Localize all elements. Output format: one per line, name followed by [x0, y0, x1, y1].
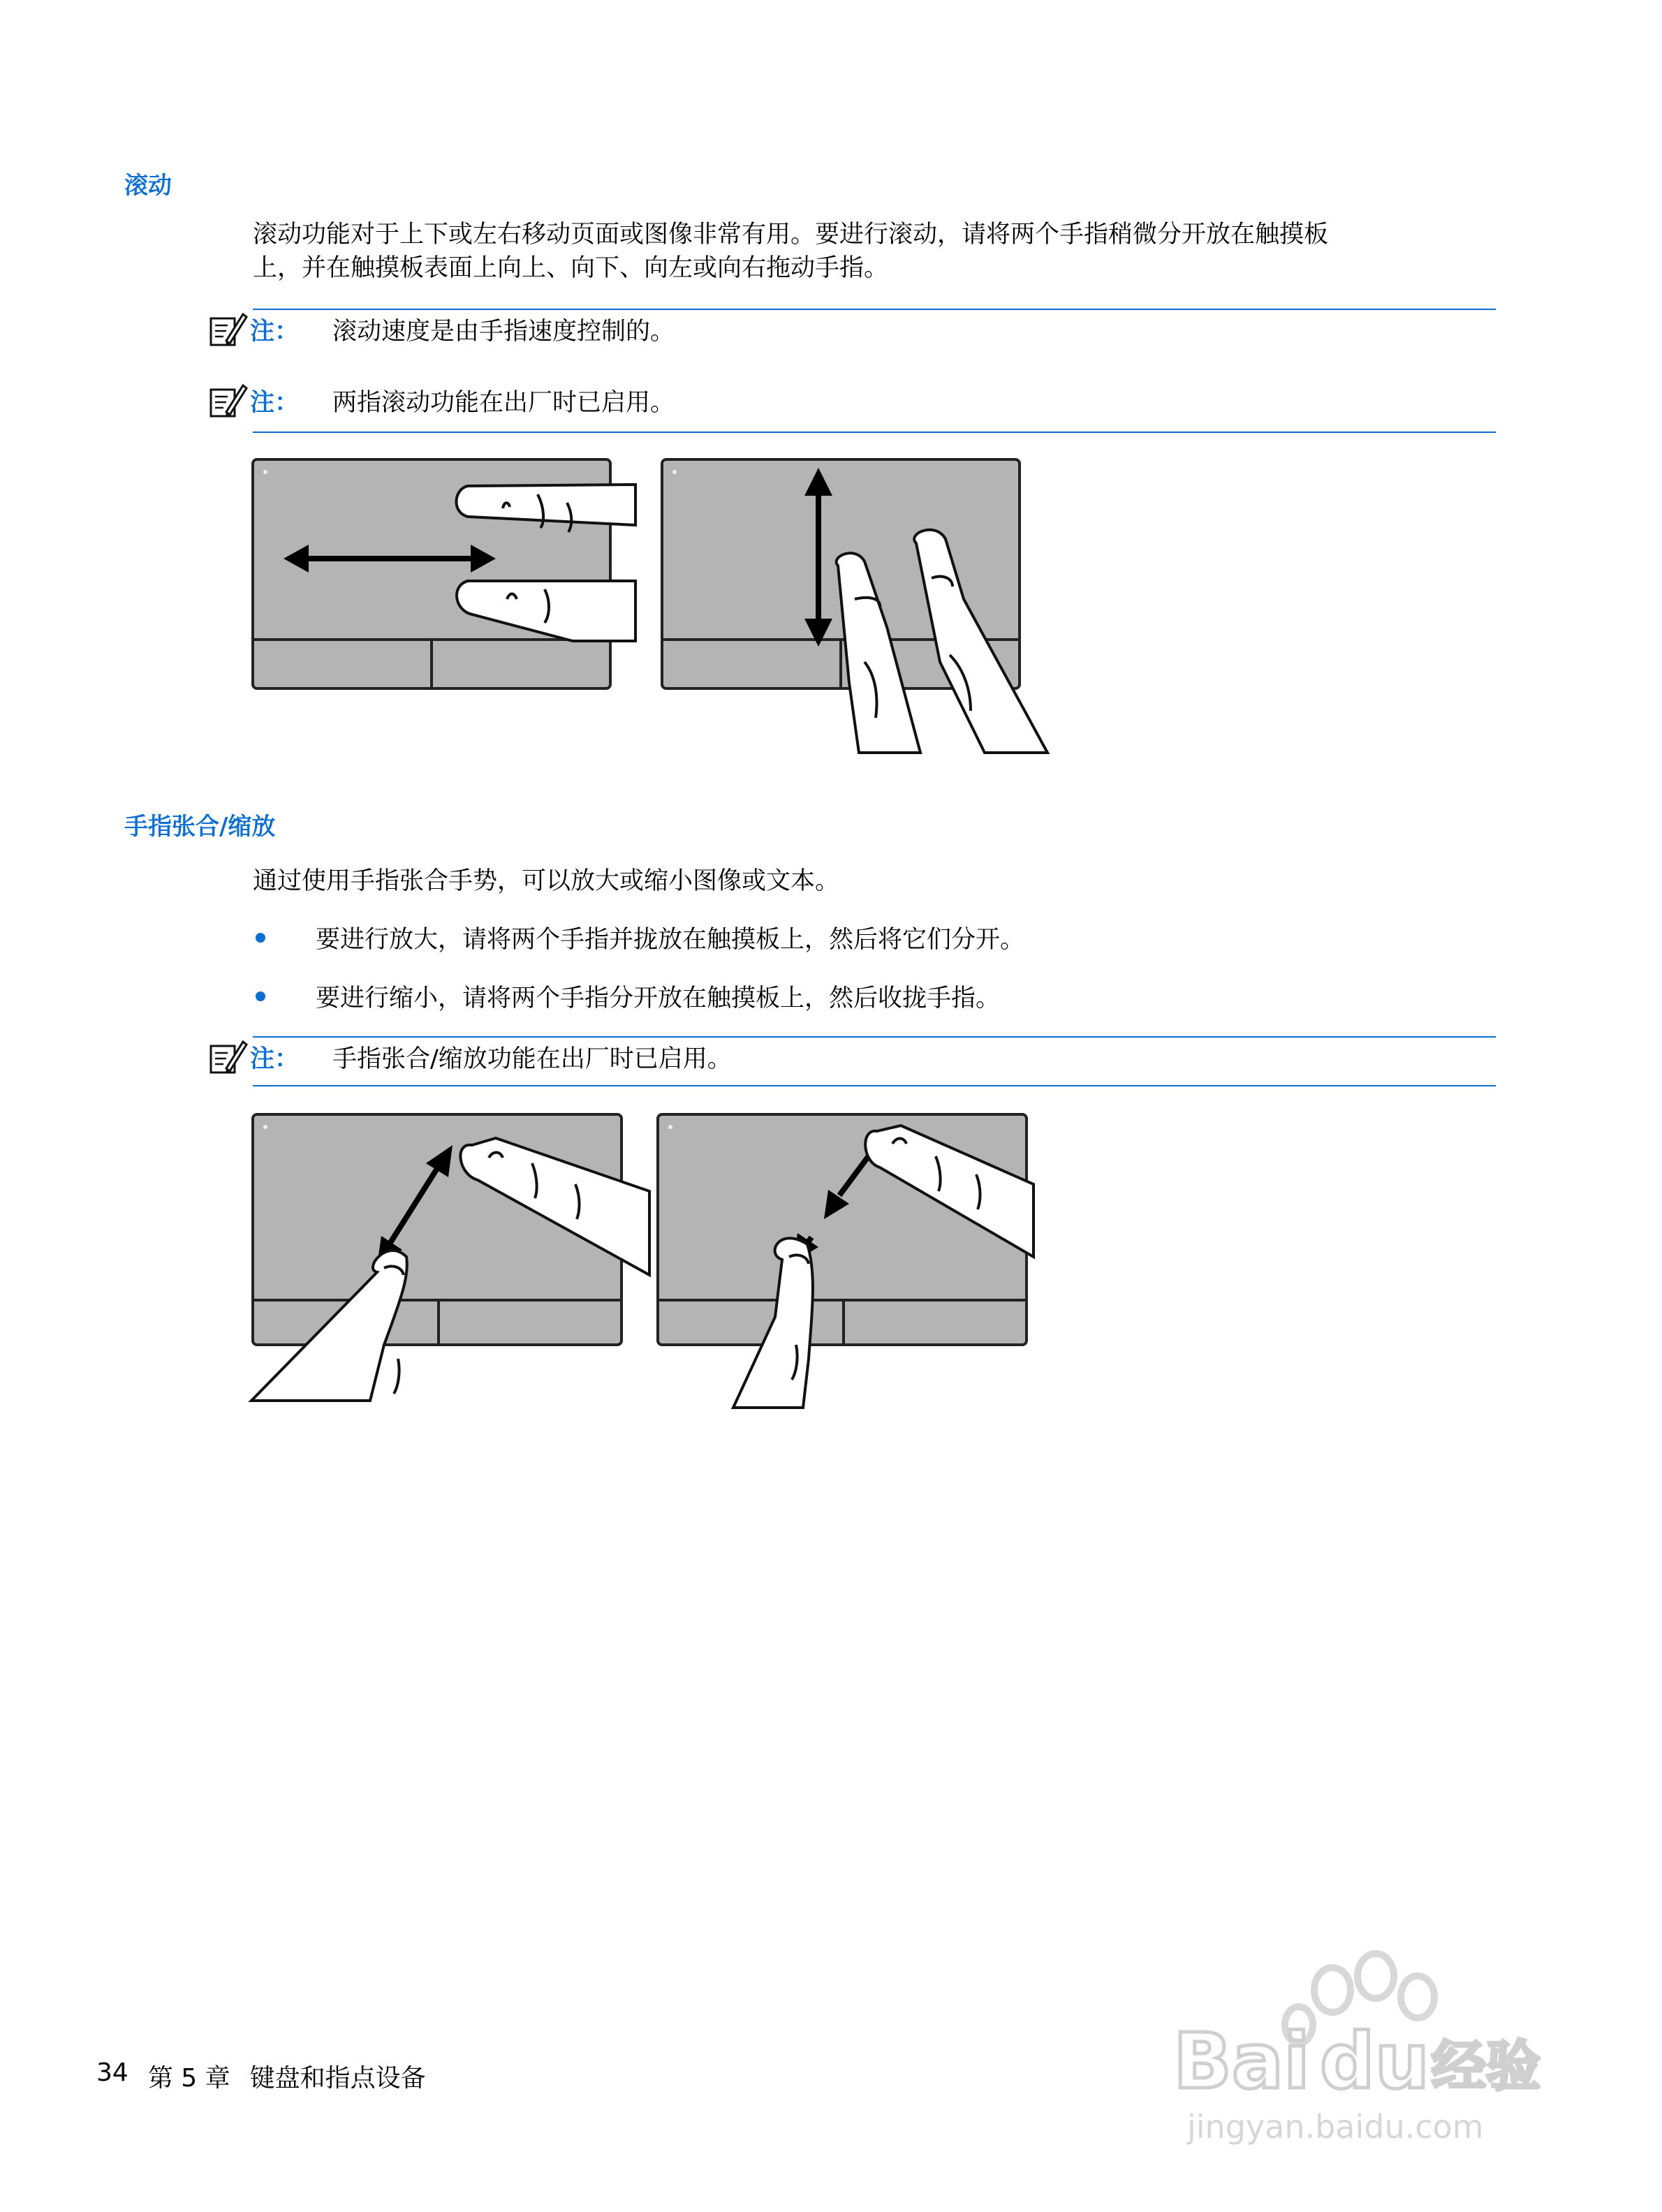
note-icon	[207, 1038, 249, 1077]
scroll-gesture-illustration	[244, 452, 1054, 760]
svg-text:经验: 经验	[1432, 2035, 1541, 2098]
touchpad-horizontal-scroll	[253, 459, 635, 688]
watermark-brand-text: Bai	[1173, 2016, 1310, 2106]
touchpad-zoom-in	[251, 1114, 649, 1401]
note-two-finger-enabled	[207, 381, 675, 420]
note-rule-bottom	[253, 432, 1496, 433]
note-rule-bottom	[253, 1085, 1496, 1086]
scroll-paragraph	[253, 218, 1496, 285]
list-item	[253, 979, 1000, 1014]
note-icon	[207, 381, 249, 420]
note-text: 滚动速度是由手指速度控制的。	[332, 318, 675, 346]
section-heading-scroll: 滚动	[124, 172, 172, 200]
touchpad-vertical-scroll	[662, 459, 1047, 753]
note-text: 手指张合/缩放功能在出厂时已启用。	[332, 1045, 732, 1073]
list-item	[253, 920, 1024, 955]
note-label: 注：	[250, 318, 300, 346]
page-number: 34	[96, 2058, 128, 2087]
touchpad-zoom-out	[658, 1114, 1034, 1408]
note-label: 注：	[250, 389, 300, 417]
bullet-icon	[256, 933, 265, 943]
pinch-gesture-illustration	[244, 1107, 1054, 1415]
baidu-jingyan-watermark	[1145, 1948, 1550, 2158]
note-scroll-speed	[207, 310, 675, 349]
note-icon	[207, 310, 249, 349]
list-item-text: 要进行放大，请将两个手指并拢放在触摸板上，然后将它们分开。	[316, 926, 1025, 954]
watermark-url-text: jingyan.baidu.com	[1187, 2108, 1484, 2146]
scroll-paragraph-line1: 滚动功能对于上下或左右移动页面或图像非常有用。要进行滚动，请将两个手指稍微分开放在触摸板	[253, 221, 1329, 249]
bullet-icon	[256, 991, 265, 1001]
pinch-paragraph: 通过使用手指张合手势，可以放大或缩小图像或文本。	[253, 867, 840, 895]
chapter-title: 键盘和指点设备	[249, 2064, 426, 2093]
section-heading-pinch: 手指张合/缩放	[124, 813, 276, 841]
note-pinch-enabled	[207, 1038, 732, 1077]
chapter-label: 第 5 章	[147, 2064, 230, 2093]
note-text: 两指滚动功能在出厂时已启用。	[332, 389, 675, 417]
note-label: 注：	[250, 1045, 300, 1073]
list-item-text: 要进行缩小，请将两个手指分开放在触摸板上，然后收拢手指。	[316, 985, 1001, 1012]
page-footer	[96, 2058, 446, 2094]
svg-text:du: du	[1320, 2016, 1430, 2106]
scroll-paragraph-line2: 上，并在触摸板表面上向上、向下、向左或向右拖动手指。	[253, 254, 889, 282]
